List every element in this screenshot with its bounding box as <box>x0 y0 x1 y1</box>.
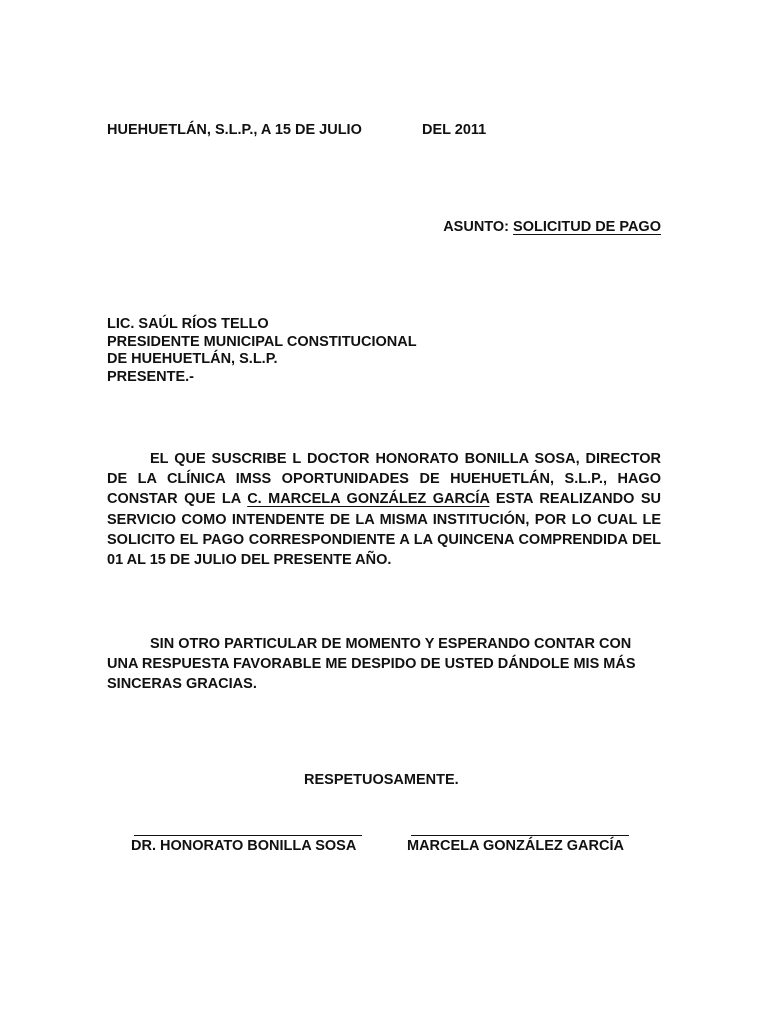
dateline: HUEHUETLÁN, S.L.P., A 15 DE JULIO <box>107 122 362 138</box>
signature-name-1: DR. HONORATO BONILLA SOSA <box>131 838 357 854</box>
subject-label: ASUNTO: <box>443 219 509 235</box>
recipient-place: DE HUEHUETLÁN, S.L.P. <box>107 351 278 367</box>
signature-line-2 <box>411 835 629 836</box>
closing-salutation: RESPETUOSAMENTE. <box>304 772 459 788</box>
signature-line-1 <box>134 835 362 836</box>
paragraph1-text-before: EL QUE SUSCRIBE L DOCTOR HONORATO BONILLA SOSA, DIRECTOR DE LA CLÍNICA IMSS OPORTUNIDADES DE HUEHUETLÁN, S.L.P., HAGO CONSTAR QUE LA <box>107 451 661 508</box>
signature-name-2: MARCELA GONZÁLEZ GARCÍA <box>407 838 624 854</box>
subject-value: SOLICITUD DE PAGO <box>513 219 661 235</box>
date-year: DEL 2011 <box>422 122 487 138</box>
recipient-name: LIC. SAÚL RÍOS TELLO <box>107 316 269 332</box>
paragraph1-highlight-name: C. MARCELA GONZÁLEZ GARCÍA <box>247 491 490 508</box>
paragraph1-text-after: ESTA REALIZANDO SU SERVICIO COMO INTENDENTE DE LA MISMA INSTITUCIÓN, POR LO CUAL LE SOLICITO EL PAGO CORRESPONDIENTE A LA QUINCENA COMPRENDIDA DEL 01 AL 15 DE JULIO DEL PRESENTE AÑO. <box>107 491 661 569</box>
recipient-title: PRESIDENTE MUNICIPAL CONSTITUCIONAL <box>107 333 417 350</box>
body-paragraph-1 <box>107 449 661 570</box>
recipient-block <box>107 316 417 386</box>
body-paragraph-2: SIN OTRO PARTICULAR DE MOMENTO Y ESPERANDO CONTAR CON UNA RESPUESTA FAVORABLE ME DESPIDO DE USTED DÁNDOLE MIS MÁS SINCERAS GRACIAS. <box>107 636 636 693</box>
subject-line <box>443 218 661 236</box>
recipient-greeting: PRESENTE.- <box>107 368 195 385</box>
